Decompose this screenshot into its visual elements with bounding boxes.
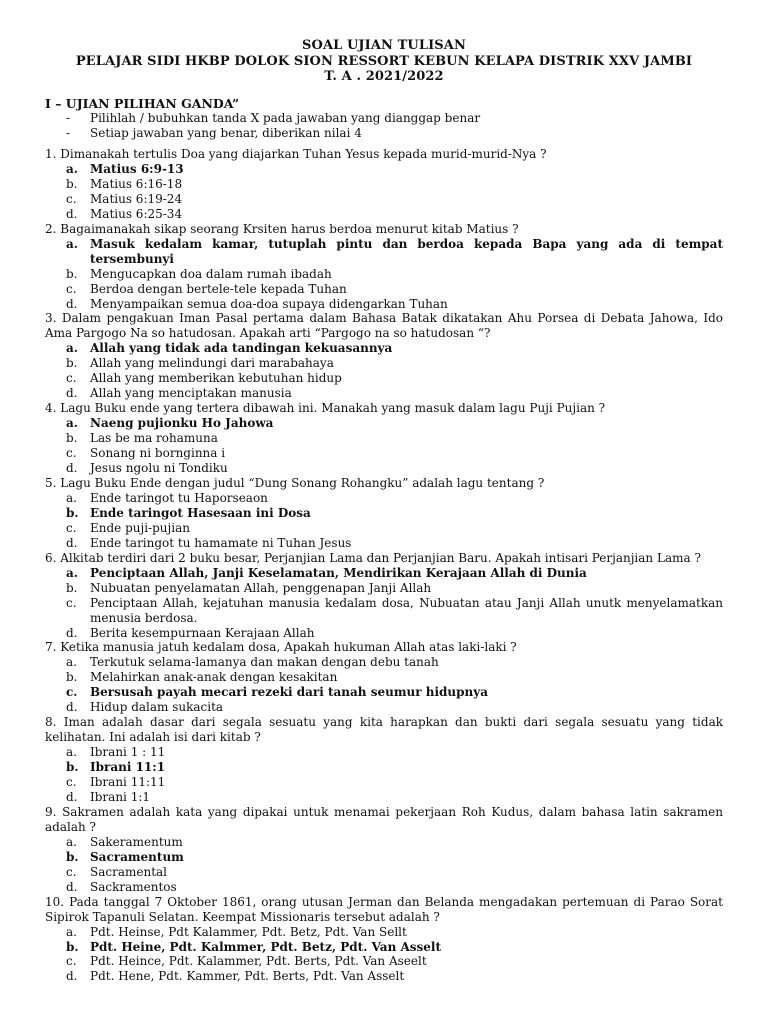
option-text: Matius 6:9-13 (90, 161, 184, 176)
answer-option[interactable] (45, 700, 723, 715)
question-list (45, 147, 723, 984)
answer-option[interactable] (45, 880, 723, 895)
answer-option[interactable] (45, 969, 723, 984)
option-text: Ende taringot Hasesaan ini Dosa (90, 505, 311, 520)
option-text: Ibrani 1 : 11 (90, 745, 166, 760)
option-text: Bersusah payah mecari rezeki dari tanah seumur hidupnya (90, 685, 489, 700)
option-letter: b. (66, 849, 79, 864)
option-letter: b. (66, 939, 79, 954)
answer-option[interactable] (45, 386, 723, 401)
option-letter: d. (66, 461, 78, 476)
answer-option[interactable] (45, 341, 723, 356)
option-text: Matius 6:25-34 (90, 206, 183, 221)
answer-option[interactable] (45, 655, 723, 670)
answer-option[interactable] (45, 865, 723, 880)
option-letter: c. (66, 864, 77, 879)
option-letter: d. (66, 535, 78, 550)
option-text: Ende taringot tu hamamate ni Tuhan Jesus (90, 535, 352, 550)
option-text: Allah yang menciptakan manusia (90, 386, 292, 401)
question-6: 6. Alkitab terdiri dari 2 buku besar, Perjanjian Lama dan Perjanjian Baru. Apakah intisari Perjanjian Lama ? (45, 550, 701, 565)
option-letter: c. (66, 775, 77, 790)
option-text: Pdt. Heince, Pdt. Kalammer, Pdt. Berts, Pdt. Van Aseelt (90, 954, 427, 969)
option-letter: b. (66, 505, 79, 520)
answer-option[interactable] (45, 192, 723, 207)
option-text: Matius 6:16-18 (90, 176, 183, 191)
option-letter: a. (66, 745, 77, 760)
option-letter: d. (66, 969, 78, 984)
option-letter: d. (66, 789, 78, 804)
answer-option[interactable] (45, 626, 723, 641)
answer-option[interactable] (45, 835, 723, 850)
option-letter: d. (66, 700, 78, 715)
answer-option[interactable] (45, 521, 723, 536)
answer-option[interactable] (45, 491, 723, 506)
answer-option[interactable] (45, 850, 723, 865)
option-text: Penciptaan Allah, kejatuhan manusia kedalam dosa, Nubuatan atau Janji Allah unutk menyelamatkan menusia berdosa. (90, 595, 723, 625)
option-text: Sacramental (90, 864, 168, 879)
option-text: Hidup dalam sukacita (90, 700, 224, 715)
option-letter: d. (66, 625, 78, 640)
question-2: 2. Bagaimanakah sikap seorang Krsiten harus berdoa menurut kitab Matius ? (45, 221, 519, 236)
option-letter: a. (66, 490, 77, 505)
answer-option[interactable] (45, 940, 723, 955)
option-letter: c. (66, 685, 78, 700)
question-8: 8. Iman adalah dasar dari segala sesuatu yang kita harapkan dan bukti dari segala sesuatu yang tidak kelihatan. Ini adalah isi dari kitab ? (45, 715, 723, 745)
answer-option[interactable] (45, 162, 723, 177)
option-text: Las be ma rohamuna (90, 431, 218, 446)
option-text: Sonang ni bornginna i (90, 446, 226, 461)
option-text: Ende puji-pujian (90, 520, 190, 535)
answer-option[interactable] (45, 446, 723, 461)
option-text: Terkutuk selama-lamanya dan makan dengan debu tanah (90, 655, 439, 670)
option-text: Ibrani 11:11 (90, 775, 166, 790)
question-5: 5. Lagu Buku Ende dengan judul “Dung Sonang Rohangku” adalah lagu tentang ? (45, 475, 545, 490)
option-text: Melahirkan anak-anak dengan kesakitan (90, 670, 338, 685)
option-letter: a. (66, 834, 77, 849)
question-3: 3. Dalam pengakuan Iman Pasal pertama dalam Bahasa Batak dikatakan Ahu Porsea di Debata Jahowa, Ido Ama Pargogo Na so hatudosan. Apakah arti “Pargogo na so hatudosan “? (45, 311, 723, 341)
answer-option[interactable] (45, 267, 723, 282)
option-letter: b. (66, 176, 78, 191)
section-title: I – UJIAN PILIHAN GANDA” (45, 96, 240, 111)
question-1: 1. Dimanakah tertulis Doa yang diajarkan Tuhan Yesus kepada murid-murid-Nya ? (45, 147, 547, 161)
option-letter: d. (66, 879, 78, 894)
option-letter: a. (66, 236, 78, 251)
option-text: Ibrani 1:1 (90, 789, 151, 804)
option-text: Pdt. Heine, Pdt. Kalmmer, Pdt. Betz, Pdt. Van Asselt (90, 939, 442, 954)
option-letter: b. (66, 356, 78, 371)
option-text: Allah yang melindungi dari marabahaya (90, 356, 334, 371)
option-letter: d. (66, 386, 78, 401)
answer-option[interactable] (45, 506, 723, 521)
option-text: Sakeramentum (90, 834, 183, 849)
option-text: Ende taringot tu Haporseaon (90, 490, 268, 505)
academic-year: T. A . 2021/2022 (324, 69, 444, 84)
exam-title: SOAL UJIAN TULISAN (302, 38, 466, 53)
option-text: Mengucapkan doa dalam rumah ibadah (90, 266, 332, 281)
option-text: Jesus ngolu ni Tondiku (90, 461, 228, 476)
answer-option[interactable] (45, 596, 723, 626)
answer-option[interactable] (45, 237, 723, 267)
answer-option[interactable] (45, 536, 723, 551)
option-text: Naeng pujionku Ho Jahowa (90, 416, 274, 431)
answer-option[interactable] (45, 566, 723, 581)
option-letter: c. (66, 281, 77, 296)
option-letter: b. (66, 580, 78, 595)
exam-subtitle: PELAJAR SIDI HKBP DOLOK SION RESSORT KEBUN KELAPA DISTRIK XXV JAMBI (75, 53, 693, 69)
option-text: Sackramentos (90, 879, 177, 894)
option-letter: d. (66, 206, 78, 221)
option-text: Pdt. Heinse, Pdt Kalammer, Pdt. Betz, Pdt. Van Sellt (90, 924, 407, 939)
question-10: 10. Pada tanggal 7 Oktober 1861, orang utusan Jerman dan Belanda mengadakan pertemuan di Parao Sorat Sipirok Tapanuli Selatan. Keempat Missionaris tersebut adalah ? (45, 894, 723, 924)
option-letter: c. (66, 191, 77, 206)
option-text: Berita kesempurnaan Kerajaan Allah (90, 625, 315, 640)
option-text: Nubuatan penyelamatan Allah, penggenapan Janji Allah (90, 580, 432, 595)
answer-option[interactable] (45, 685, 723, 700)
answer-option[interactable] (45, 790, 723, 805)
option-letter: a. (66, 341, 78, 356)
option-letter: c. (66, 520, 77, 535)
option-text: Berdoa dengan bertele-tele kepada Tuhan (90, 281, 347, 296)
answer-option[interactable] (45, 431, 723, 446)
option-letter: a. (66, 565, 78, 580)
option-letter: c. (66, 595, 77, 610)
option-text: Pdt. Hene, Pdt. Kammer, Pdt. Berts, Pdt. Van Asselt (90, 969, 405, 984)
option-letter: a. (66, 924, 77, 939)
exam-header (0, 38, 768, 85)
option-text: Sacramentum (90, 849, 184, 864)
option-letter: b. (66, 760, 79, 775)
answer-option[interactable] (45, 207, 723, 222)
instruction-1: - Pilihlah / bubuhkan tanda X pada jawaban yang dianggap benar (66, 111, 481, 125)
answer-option[interactable] (45, 461, 723, 476)
answer-option[interactable] (45, 925, 723, 940)
option-text: Allah yang tidak ada tandingan kekuasannya (90, 341, 393, 356)
option-text: Menyampaikan semua doa-doa supaya didengarkan Tuhan (90, 296, 448, 311)
answer-option[interactable] (45, 670, 723, 685)
answer-option[interactable] (45, 581, 723, 596)
option-text: Penciptaan Allah, Janji Keselamatan, Mendirikan Kerajaan Allah di Dunia (90, 565, 587, 580)
question-7: 7. Ketika manusia jatuh kedalam dosa, Apakah hukuman Allah atas laki-laki ? (45, 640, 517, 655)
option-text: Allah yang memberikan kebutuhan hidup (90, 371, 342, 386)
answer-option[interactable] (45, 356, 723, 371)
option-letter: c. (66, 446, 77, 461)
option-text: Ibrani 11:1 (90, 760, 166, 775)
answer-option[interactable] (45, 775, 723, 790)
answer-option[interactable] (45, 416, 723, 431)
option-letter: d. (66, 296, 78, 311)
option-letter: b. (66, 431, 78, 446)
option-text: Matius 6:19-24 (90, 191, 183, 206)
question-4: 4. Lagu Buku ende yang tertera dibawah ini. Manakah yang masuk dalam lagu Puji Pujian ? (45, 401, 606, 416)
answer-option[interactable] (45, 297, 723, 312)
instruction-2: - Setiap jawaban yang benar, diberikan nilai 4 (66, 126, 362, 140)
option-letter: a. (66, 161, 78, 176)
option-letter: a. (66, 416, 78, 431)
answer-option[interactable] (45, 760, 723, 775)
option-letter: c. (66, 371, 77, 386)
answer-option[interactable] (45, 371, 723, 386)
option-letter: b. (66, 670, 78, 685)
option-letter: c. (66, 954, 77, 969)
answer-option[interactable] (45, 282, 723, 297)
answer-option[interactable] (45, 177, 723, 192)
answer-option[interactable] (45, 745, 723, 760)
option-letter: b. (66, 266, 78, 281)
option-letter: a. (66, 655, 77, 670)
option-text: Masuk kedalam kamar, tutuplah pintu dan berdoa kepada Bapa yang ada di tempat tersembunyi (90, 236, 723, 266)
question-9: 9. Sakramen adalah kata yang dipakai untuk menamai pekerjaan Roh Kudus, dalam bahasa latin sakramen adalah ? (45, 804, 723, 834)
answer-option[interactable] (45, 954, 723, 969)
